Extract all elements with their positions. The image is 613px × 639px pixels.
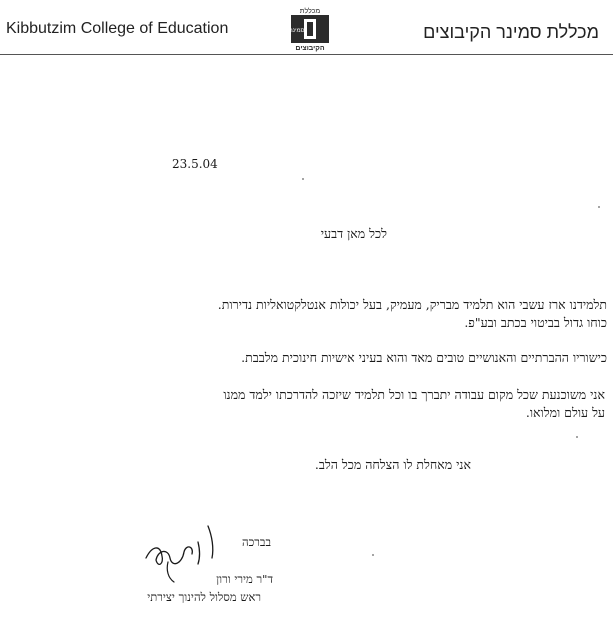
college-logo-icon [285,6,335,52]
signer-title: ראש מסלול להינוך יצירתי [147,590,261,604]
paragraph-2: כישוריו ההברתיים והאנושיים טובים מאד והוא בעיני אישיות חינוכית מלבבת. [241,350,607,365]
logo-text-top: מכללת [299,8,321,15]
logo-text-middle: סמינר [289,28,305,34]
scan-speck [372,554,374,556]
paragraph-1-line-2: כוחו גדול בביטוי בכתב ובע"פ. [464,315,607,330]
college-name-english: Kibbutzim College of Education [6,20,229,37]
scan-speck [302,178,304,180]
scan-speck [576,436,578,438]
greeting: בברכה [242,535,271,549]
logo-text-bottom: הקיבוצים [295,45,325,52]
letter-addressee: לכל מאן דבעי [320,226,387,241]
scan-speck [598,206,600,208]
paragraph-1-line-1: תלמידנו ארז עשבי הוא תלמיד מבריק, מעמיק, בעל יכולות אנטלקטואליות נדירות. [217,297,607,312]
paragraph-3-line-2: על עולם ומלואו. [525,405,605,420]
letter-date: 23.5.04 [172,157,218,171]
signer-name: ד"ר מירי ורון [216,572,273,586]
header-divider [0,54,613,55]
closing-line: אני מאחלת לו הצלחה מכל הלב. [314,457,471,472]
college-name-hebrew: מכללת סמינר הקיבוצים [423,22,599,42]
paragraph-3-line-1: אני משוכנעת שכל מקום עבודה יתברך בו וכל תלמיד שיזכה להדרכתו ילמד ממנו [223,387,605,402]
